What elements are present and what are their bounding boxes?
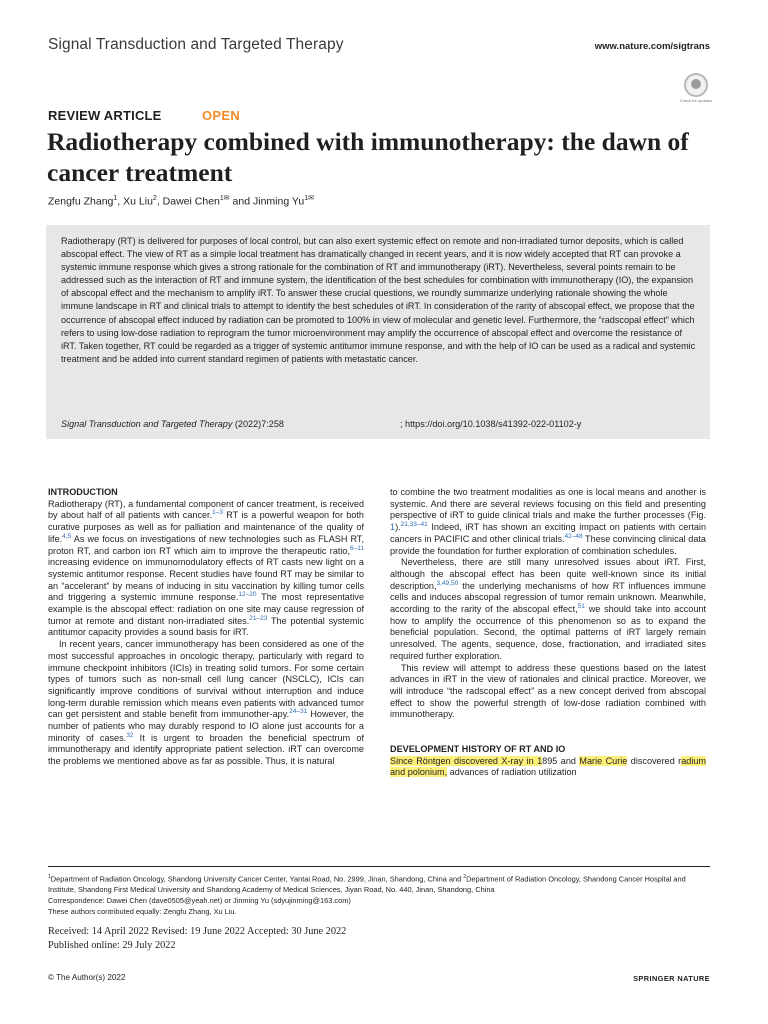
- author-name[interactable]: Dawei Chen: [162, 195, 220, 208]
- body-paragraph: to combine the two treatment modalities as one is local means and another is systemic. And there are several reviews focusing on this field and presenting perspective of iRT to guide clinical trials and make the further processes (Fig. 1).$^{21,33-41}$ Indeed, iRT has shown an exciting impact on patients with certain cancers in PACIFIC and other clinical trials.$^{42-48}$ These convincing clinical data provide the foundation for further exploration of combination schedules.: [390, 487, 706, 556]
- open-access-label: OPEN: [202, 108, 241, 123]
- affiliations-block: [48, 872, 710, 917]
- copyright-notice: © The Author(s) 2022: [48, 973, 126, 982]
- section-heading-development-history: DEVELOPMENT HISTORY OF RT AND IO: [390, 744, 566, 755]
- article-title: Radiotherapy combined with immunotherapy: the dawn of cancer treatment: [47, 127, 689, 187]
- affiliation-marker: 2: [463, 874, 467, 880]
- correspondence-line: Correspondence: Dawei Chen (dave0505@yeah.net) or Jinming Yu (sdyujinming@163.com): [48, 896, 351, 906]
- reference-link[interactable]: 32: [126, 731, 134, 739]
- check-updates-caption: Check for updates: [679, 98, 713, 103]
- reference-link[interactable]: 12–20: [238, 591, 257, 599]
- affiliation-1: Department of Radiation Oncology, Shandong University Cancer Center, Yantai Road, No. 2999, Jinan, Shandong, China and: [50, 874, 464, 884]
- check-for-updates-badge[interactable]: [678, 72, 714, 108]
- highlighted-text: Since Röntgen discovered X-ray in 1: [390, 755, 543, 766]
- figure-link[interactable]: 1: [390, 522, 396, 533]
- reference-link[interactable]: 21,33–41: [400, 521, 428, 529]
- author-affiliation-marker: 1: [113, 195, 118, 202]
- reference-link[interactable]: 4,5: [62, 532, 72, 540]
- author-list: Zengfu Zhang$^1$, Xu Liu$^2$, Dawei Chen$^{1✉}$ and Jinming $Yu^{1✉}$: [48, 195, 314, 208]
- affiliations-line: [48, 872, 710, 895]
- reference-link[interactable]: 42–48: [564, 532, 583, 540]
- highlighted-text: adium and polonium,: [390, 755, 706, 778]
- author-affiliation-marker: 1✉: [219, 195, 230, 202]
- author-affiliation-marker: 1✉: [304, 195, 314, 202]
- highlighted-text: Marie Curie: [579, 755, 628, 766]
- body-paragraph: In recent years, cancer immunotherapy has been considered as one of the most successful approaches in oncologic therapy, particularly with regard to immune checkpoint inhibitors (ICIs) in treating solid tumors. For some certain types of tumors such as non-small cell lung cancer (NSCLC), ICIs can significantly improve conditions of survival without interruption and induce long-term durable remission which means even patients with advanced tumor can get persistent and stable benefit from immunother-apy.$^{24-31}$ However, the number of patients who may durably respond to IO alone just accounts for a minority of cases.$^{32}$ It is urgent to broaden the beneficial spectrum of immunotherapy and identify appropriate patient selection. iRT can overcome the problems we mentioned above as far as possible. Thus, it is natural: [48, 639, 364, 767]
- abstract-text: Radiotherapy (RT) is delivered for purposes of local control, but can also exert systemic effect on remote and non-irradiated tumor deposits, which is called abscopal effect. The view of RT as a simple local treatment has dramatically changed in recent years, and it is now widely accepted that RT can provoke a systemic immune response which gives a strong rationale for the combination of RT and immunotherapy (iRT). Nevertheless, several points remain to be addressed such as the interaction of RT and immune system, the identification of the best schedules for combination with immunotherapy (IO), the expansion of abscopal effect and the mechanism to amplify iRT. To answer these crucial questions, we roundly summarize underlying rationale showing the whole immune landscape in RT and clinical trials to attempt to identify the best schedules of iRT. In consideration of the rarity of abscopal effect, we propose that the occurrence of abscopal effect induced by radiation can be promoted to 100% in view of molecular and genetic level. Furthermore, the “radscopal effect” which refers to using low-dose radiation to reprogram the tumor microenvironment may amplify the occurrence of abscopal effect and overcome the resistance of iRT. Taken together, RT could be regarded as a trigger of systemic antitumor immune response, and with the help of IO can be used as a radical and systemic treatment and be added into current standard regimen of patients with metastatic cancer.: [61, 236, 696, 364]
- reference-link[interactable]: 51: [577, 603, 585, 610]
- body-paragraph: Radiotherapy (RT), a fundamental component of cancer treatment, is received by about half of all patients with cancer.$^{1-3}$ RT is a powerful weapon for both curative purposes as well as for palliation and maintenance of the quality of life.$^{4,5}$ As we focus on investigations of new technologies such as FLASH RT, proton RT, and carbon ion RT which aim to improve the therapeutic ratio,$^{6-11}$ increasing evidence on immunomodulatory effects of RT casts new light on a systemic antitumor response. Recent studies have found RT may be similar to an “accelerant” by means of inducing in situ vaccination by killing tumor cells and triggering a systemic immune response.$^{12-20}$ The most representative example is the abscopal effect: radiation on one site may cause regression of tumor at remote and distant non-irradiated sites.$^{21-23}$ The potential systemic antitumor capacity provides a sound basis for iRT.: [48, 498, 365, 638]
- body-column-right: [390, 487, 706, 779]
- body-column-left: [48, 487, 364, 768]
- citation-journal: Signal Transduction and Targeted Therapy: [61, 419, 233, 429]
- citation: [61, 419, 284, 429]
- body-paragraph: Since Röntgen discovered X-ray in 1895 and Marie Curie discovered radium and polonium, advances of radiation utilization: [390, 755, 706, 778]
- footnote-divider: [48, 866, 710, 867]
- body-paragraph: Nevertheless, there are still many unresolved issues about iRT. First, although the abscopal effect has been quite well-known since its initial description,$^{3,49,50}$ the underlying mechanisms of how RT influences immune cells and induces abscopal regression of tumor remain unknown. Meanwhile, according to the rarity of the abscopal effect,$^{51}$ we should take into account how to amplify the occurrence of this phenomenon so as to expand the beneficial population. Second, the optimal patterns of iRT largely remain unresolved. The agents, sequence, dose, fractionation, and irradiated sites required further exploration.: [390, 557, 707, 661]
- author-affiliation-marker: 2: [152, 195, 157, 202]
- affiliation-marker: 1: [48, 874, 51, 880]
- springer-nature-logo: SPRINGER NATURE: [633, 974, 710, 983]
- date-published: Published online: 29 July 2022: [48, 939, 176, 951]
- article-type-label: REVIEW ARTICLE: [48, 108, 162, 123]
- affiliation-2: Department of Radiation Oncology, Shandong Cancer Hospital and Institute, Shandong First Medical University and Shandong Academy of Medical Sciences, Jiyan Road, No. 440, Jinan, Shandong, China: [48, 874, 686, 895]
- author-name[interactable]: Zengfu Zhang: [48, 195, 114, 208]
- reference-link[interactable]: 24–31: [289, 708, 308, 716]
- equal-contribution-note: These authors contributed equally: Zengfu Zhang, Xu Liu.: [48, 907, 237, 917]
- dates-received-revised-accepted: Received: 14 April 2022 Revised: 19 June 2022 Accepted: 30 June 2022: [48, 926, 347, 937]
- journal-url-link[interactable]: www.nature.com/sigtrans: [594, 41, 710, 52]
- check-updates-icon: [684, 73, 708, 97]
- author-name[interactable]: Xu Liu: [123, 195, 153, 208]
- article-dates: [48, 925, 448, 952]
- doi-link[interactable]: ; https://doi.org/10.1038/s41392-022-01102-y: [400, 419, 582, 429]
- reference-link[interactable]: 6–11: [350, 544, 364, 552]
- body-paragraph: This review will attempt to address these questions based on the latest advances in iRT in the view of rationales and clinical practice. Moreover, we will introduce “the radscopal effect” as a new concept derived from abscopal effect to show the powerful strength of low-dose radiation combined with immunotherapy.: [390, 662, 706, 720]
- reference-link[interactable]: 1–3: [212, 509, 223, 517]
- journal-name: Signal Transduction and Targeted Therapy: [48, 36, 344, 53]
- section-heading-introduction: INTRODUCTION: [48, 487, 118, 497]
- reference-link[interactable]: 21–23: [249, 614, 268, 622]
- citation-volume: (2022)7:258: [232, 419, 284, 429]
- author-name[interactable]: Jinming Yu: [253, 195, 305, 208]
- reference-link[interactable]: 3,49,50: [436, 579, 459, 587]
